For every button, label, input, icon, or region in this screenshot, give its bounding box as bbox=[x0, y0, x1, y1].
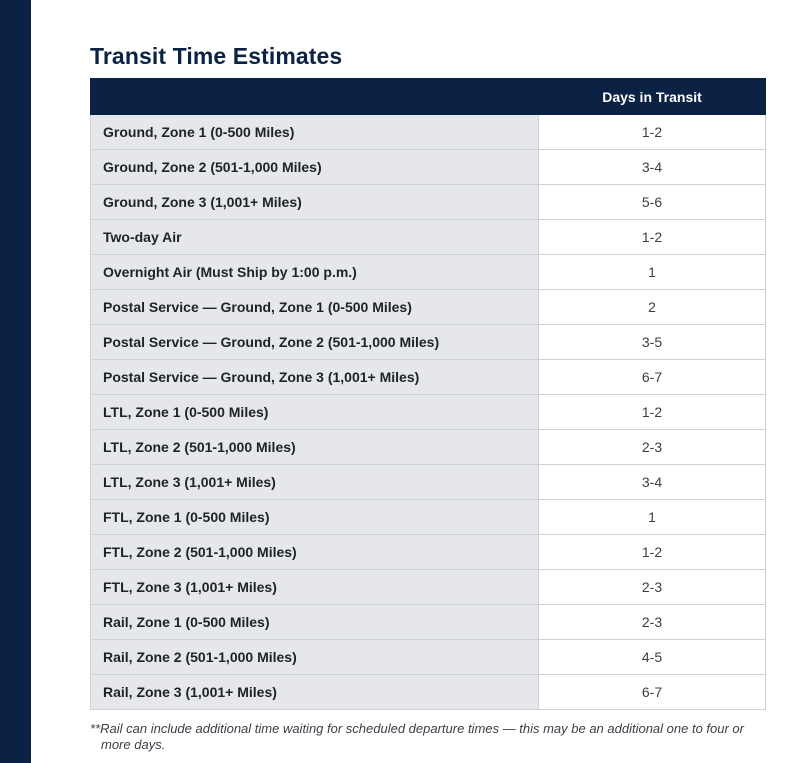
service-cell: Postal Service — Ground, Zone 1 (0-500 Miles) bbox=[91, 290, 539, 325]
table-row bbox=[91, 290, 766, 325]
header-days-in-transit: Days in Transit bbox=[539, 79, 766, 115]
table-row bbox=[91, 185, 766, 220]
service-cell: Ground, Zone 3 (1,001+ Miles) bbox=[91, 185, 539, 220]
table-row bbox=[91, 255, 766, 290]
header-service bbox=[91, 79, 539, 115]
service-cell: Two-day Air bbox=[91, 220, 539, 255]
service-cell: FTL, Zone 3 (1,001+ Miles) bbox=[91, 570, 539, 605]
days-cell: 2 bbox=[539, 290, 766, 325]
days-cell: 6-7 bbox=[539, 675, 766, 710]
table-row bbox=[91, 325, 766, 360]
table-header-row bbox=[91, 79, 766, 115]
table-row bbox=[91, 360, 766, 395]
table-row bbox=[91, 430, 766, 465]
service-cell: Rail, Zone 3 (1,001+ Miles) bbox=[91, 675, 539, 710]
table-row bbox=[91, 570, 766, 605]
service-cell: LTL, Zone 2 (501-1,000 Miles) bbox=[91, 430, 539, 465]
days-cell: 5-6 bbox=[539, 185, 766, 220]
days-cell: 1-2 bbox=[539, 395, 766, 430]
table-row bbox=[91, 605, 766, 640]
service-cell: LTL, Zone 3 (1,001+ Miles) bbox=[91, 465, 539, 500]
service-cell: Overnight Air (Must Ship by 1:00 p.m.) bbox=[91, 255, 539, 290]
table-row bbox=[91, 500, 766, 535]
service-cell: LTL, Zone 1 (0-500 Miles) bbox=[91, 395, 539, 430]
table-row bbox=[91, 640, 766, 675]
days-cell: 1-2 bbox=[539, 115, 766, 150]
days-cell: 6-7 bbox=[539, 360, 766, 395]
days-cell: 4-5 bbox=[539, 640, 766, 675]
table-row bbox=[91, 150, 766, 185]
table-row bbox=[91, 675, 766, 710]
service-cell: FTL, Zone 1 (0-500 Miles) bbox=[91, 500, 539, 535]
sidebar-bar bbox=[0, 0, 31, 763]
days-cell: 3-4 bbox=[539, 465, 766, 500]
days-cell: 2-3 bbox=[539, 570, 766, 605]
table-row bbox=[91, 220, 766, 255]
table-row bbox=[91, 535, 766, 570]
days-cell: 1-2 bbox=[539, 220, 766, 255]
days-cell: 1 bbox=[539, 500, 766, 535]
transit-table bbox=[90, 78, 766, 710]
service-cell: Ground, Zone 1 (0-500 Miles) bbox=[91, 115, 539, 150]
service-cell: FTL, Zone 2 (501-1,000 Miles) bbox=[91, 535, 539, 570]
service-cell: Postal Service — Ground, Zone 3 (1,001+ Miles) bbox=[91, 360, 539, 395]
days-cell: 3-4 bbox=[539, 150, 766, 185]
days-cell: 2-3 bbox=[539, 605, 766, 640]
service-cell: Postal Service — Ground, Zone 2 (501-1,000 Miles) bbox=[91, 325, 539, 360]
table-row bbox=[91, 115, 766, 150]
days-cell: 1 bbox=[539, 255, 766, 290]
table-row bbox=[91, 465, 766, 500]
days-cell: 2-3 bbox=[539, 430, 766, 465]
service-cell: Rail, Zone 2 (501-1,000 Miles) bbox=[91, 640, 539, 675]
page-title: Transit Time Estimates bbox=[90, 43, 343, 69]
days-cell: 1-2 bbox=[539, 535, 766, 570]
service-cell: Rail, Zone 1 (0-500 Miles) bbox=[91, 605, 539, 640]
service-cell: Ground, Zone 2 (501-1,000 Miles) bbox=[91, 150, 539, 185]
table-row bbox=[91, 395, 766, 430]
footnote: **Rail can include additional time waiting for scheduled departure times — this may be an additional one to four or more days. bbox=[90, 721, 744, 752]
days-cell: 3-5 bbox=[539, 325, 766, 360]
